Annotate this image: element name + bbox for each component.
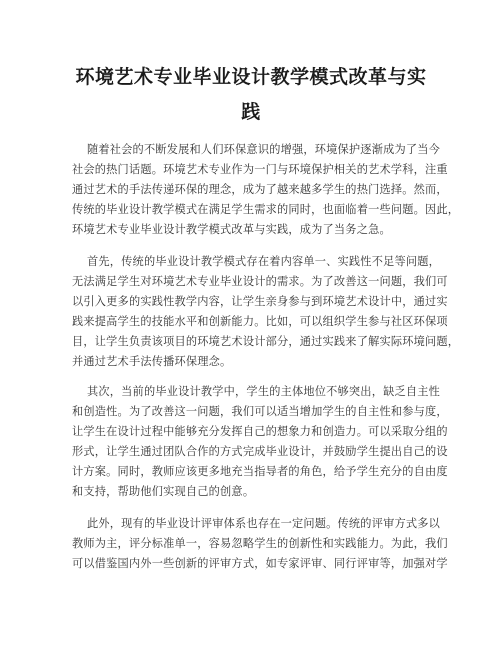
paragraph-line: 和支持，帮助他们实现自己的创意。	[72, 485, 255, 498]
page-title-line-2: 践	[241, 101, 261, 123]
paragraph-line: 传统的毕业设计教学模式在满足学生需求的同时，也面临着一些问题。因此，	[72, 203, 460, 216]
paragraph-line: 环境艺术专业毕业设计教学模式改革与实践，成为了当务之急。	[72, 223, 391, 236]
paragraph-line: 可以借鉴国内外一些创新的评审方式，如专家评审、同行评审等，加强对学	[72, 557, 448, 570]
paragraph-line: 并通过艺术手法传播环保理念。	[72, 355, 232, 368]
paragraph-line: 教师为主，评分标准单一，容易忽略学生的创新性和实践能力。为此，我们	[72, 537, 448, 550]
paragraph-line: 目，让学生负责该项目的环境艺术设计部分，通过实践来了解实际环境问题，	[72, 335, 460, 348]
paragraph-line: 其次，当前的毕业设计教学中，学生的主体地位不够突出，缺乏自主性	[87, 385, 441, 398]
paragraph-line: 践来提高学生的技能水平和创新能力。比如，可以组织学生参与社区环保项	[72, 315, 448, 328]
paragraph-line: 首先，传统的毕业设计教学模式存在着内容单一、实践性不足等问题，	[87, 255, 441, 268]
paragraph-line: 和创造性。为了改善这一问题，我们可以适当增加学生的自主性和参与度，	[72, 405, 448, 418]
paragraph-line: 让学生在设计过程中能够充分发挥自己的想象力和创造力。可以采取分组的	[72, 425, 448, 438]
paragraph-line: 无法满足学生对环境艺术专业毕业设计的需求。为了改善这一问题，我们可	[72, 275, 448, 288]
paragraph-line: 随着社会的不断发展和人们环保意识的增强，环境保护逐渐成为了当今	[87, 143, 441, 156]
paragraph-line: 计方案。同时，教师应该更多地充当指导者的角色，给予学生充分的自由度	[72, 465, 448, 478]
paragraph-line: 社会的热门话题。环境艺术专业作为一门与环境保护相关的艺术学科，注重	[72, 163, 448, 176]
paragraph-line: 此外，现有的毕业设计评审体系也存在一定问题。传统的评审方式多以	[87, 517, 441, 530]
page-title-line-1: 环境艺术专业毕业设计教学模式改革与实	[75, 66, 427, 88]
paragraph-line: 以引入更多的实践性教学内容，让学生亲身参与到环境艺术设计中，通过实	[72, 295, 448, 308]
paragraph-line: 通过艺术的手法传递环保的理念，成为了越来越多学生的热门选择。然而，	[72, 183, 448, 196]
paragraph-line: 形式，让学生通过团队合作的方式完成毕业设计，并鼓励学生提出自己的设	[72, 445, 448, 458]
